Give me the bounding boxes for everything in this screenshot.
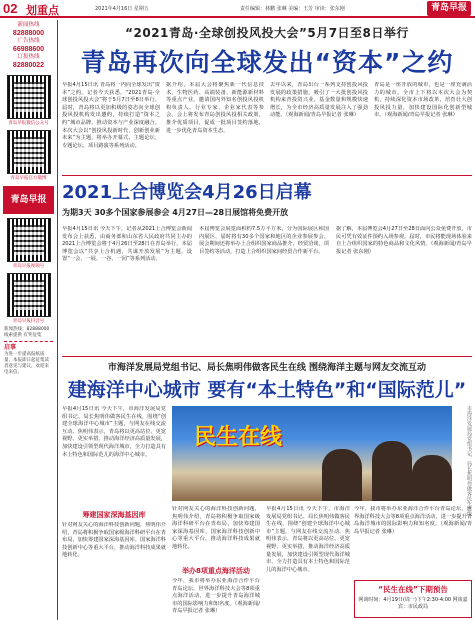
article-column: 针对网友关心的海洋科技创新问题，焦明伟介绍，青岛将积极争取国家级海洋科研平台在青布局，加快筹建国家深海基因库、国家海洋科技创新中心等重大平台，推动海洋科技成果就地转化。 (62, 522, 166, 559)
article-column: 今年，我市将举办东亚海洋合作平台青岛论坛、世界海洋科技大会等8项重点海洋活动，进一步提升青岛海洋城市的国际影响力和知名度。（观海新闻/青岛早报记者 张琳） (172, 578, 260, 615)
news-hotline (0, 20, 57, 72)
photo-sign-text: 民生在线 (194, 425, 283, 450)
notice-text: 为进一步提高报纸质量，本报即日起征集读者意见与建议，欢迎来电来信。 (4, 352, 49, 375)
article3-headline-block (62, 360, 472, 402)
ad-hotline-number: 66988600 (12, 46, 45, 53)
news-hotline-label: 新闻热线 (17, 22, 40, 28)
next-issue-info: 网谈时间：4月19日(周一)下午2:30-4:00 网谈嘉宾：市民政局 (358, 597, 468, 610)
lead-headline: 青岛再次向全球发出“资本”之约 (80, 48, 454, 77)
page-number: 02 (3, 1, 18, 16)
ad-hotline-label: 广告热线 (17, 38, 40, 44)
article2-deck: 为期3天 30多个国家参展参会 4月27日—28日展馆将免费开放 (62, 208, 289, 217)
notice-box (4, 341, 53, 379)
sub-hotline-number: 82880022 (12, 62, 45, 69)
article2-headline: 2021上合博览会4月26日启幕 (62, 182, 312, 203)
wechat-qr-code[interactable] (7, 75, 51, 119)
next-issue-box (354, 580, 472, 618)
weibo-qr-code[interactable] (7, 130, 51, 174)
article-column: 早报4月15日讯 今天下午，市海洋发展局党组书记、局长焦明伟做客民生在线，围绕“创建全球海洋中心城市”主题，与网友在线交流互动。焦明伟表示，青岛将以更高站位、更宽视野、更实举措，推动海洋经济高质量发展，加快建设引领型现代海洋城市，全力打造具有本土特色和国际范儿的海洋中心城市。 (62, 406, 166, 458)
lead-headline-block (62, 24, 472, 79)
news-photo (172, 406, 452, 501)
article2-headline-block (62, 178, 472, 218)
qr-caption: 青岛早报视频号 (12, 264, 45, 269)
page-header (0, 0, 475, 18)
subheading: 筹建国家深海基因库 (82, 511, 146, 519)
next-issue-title: “民生在线”下期预告 (378, 585, 448, 594)
person-figure (322, 449, 362, 501)
qr-caption: 青岛早报微信公众号 (8, 121, 49, 126)
video-qr-code[interactable] (7, 218, 51, 262)
news-hotline-number: 82888000 (12, 30, 45, 37)
issue-date: 2021年4月16日 星期五 (95, 6, 149, 12)
article-column: 早报4月15日讯 今天下午，记者从2021上合博览会新闻发布会上获悉，由商务部和山东省人民政府共同主办的2021上合博览会将于4月26日至28日在青岛举行，本届博览会以“共享上合机遇，共谋开放发展”为主题，设置“一会、一展、一谷、一园”等系列活动。 (62, 226, 192, 263)
article3-kicker: 市海洋发展局党组书记、局长焦明伟做客民生在线 围绕海洋主题与网友交流互动 (107, 363, 427, 373)
article-column: 去年以来，青岛出台一系列支持创投风投发展的政策措施，吸引了一大批创投风投机构来青投资兴业，基金数量和规模快速增长，为全市经济高质量发展注入了强劲动能。（观海新闻/青岛早报记者 张琳） (270, 82, 368, 119)
lead-kicker: “2021青岛·全球创投风投大会”5月7日至8日举行 (125, 26, 409, 40)
subheading: 举办8项重点海洋活动 (182, 567, 250, 575)
person-figure (412, 455, 452, 501)
article-column: 针对网友关心的海洋科技创新问题，焦明伟介绍，青岛将积极争取国家级海洋科研平台在青布局，加快筹建国家深海基因库、国家海洋科技创新中心等重大平台，推动海洋科技成果就地转化。 (172, 506, 260, 550)
section-divider (62, 175, 472, 176)
qr-caption: 青岛早报抖音号 (12, 319, 45, 324)
article-column: 今年，我市将举办东亚海洋合作平台青岛论坛、世界海洋科技大会等8项重点海洋活动，进一步提升青岛海洋城市的国际影响力和知名度。（观海新闻/青岛早报记者 张琳） (354, 506, 472, 535)
article-column: 本届博览会展览面积约7.5万平方米，分为国际展区和国内展区，届时将有30多个国家和地区的企业参展参会。展会期间还将举办上合组织国家商品推介、经贸洽谈、项目签约等活动，打造上合组织国家间经贸合作新平台。 (199, 226, 329, 255)
notice-title: 启事 (4, 344, 17, 351)
article-column: 据介绍，本届大会将聚焦新一代信息技术、生物医药、高端装备、新能源新材料等重点产业，邀请国内外知名创投风投机构负责人、行业专家、企业家代表等参会。会上将发布青岛创投风投相关政策，推介优质项目，促成一批项目签约落地，进一步优化青岛资本生态。 (166, 82, 264, 134)
hotline-note: 新闻热线：82888000 线索提供 有奖征集 (4, 327, 50, 338)
article3-headline: 建海洋中心城市 要有“本土特色”和“国际范儿” (67, 379, 467, 401)
main-content (62, 20, 472, 620)
photo-caption: 市海洋发展局党组书记、局长焦明伟做客民生在线 (466, 406, 472, 516)
sub-hotline-label: 订报热线 (17, 54, 40, 60)
person-figure (372, 441, 412, 501)
section-title: 划重点 (26, 4, 59, 17)
newspaper-logo: 青岛早报 (427, 1, 471, 16)
editor-credits: 责任编辑：林鹏 张琳 美编：王芳 审读：张东刚 (240, 6, 345, 12)
article-column: 据了解，本届博览会4月27日至28日面向公众免费开放，市民可凭有效证件预约入场参观。届时，市民将能现场体验来自上合组织国家的特色商品和文化风情。（观海新闻/青岛早报记者 张东刚） (336, 226, 472, 255)
douyin-qr-code[interactable] (7, 273, 51, 317)
promo-banner: 青岛早报 (3, 186, 54, 214)
qr-caption: 青岛早报官方微博 (10, 176, 47, 181)
sidebar (0, 20, 58, 620)
article-column: 早报4月15日讯 青岛将一内向全球发出“资本”之约。记者今天获悉，“2021青岛·全球创投风投大会”将于5月7日至8日举行。届时，青岛将以更加积极的姿态向全球创投风投机构发出邀约，持续打造“资本之约”城市品牌，推动资本与产业深度融合。本次大会以“创投风投新时代，创新创业新未来”为主题，将举办开幕式、主题论坛、专题论坛、项目路演等系列活动。 (62, 82, 160, 149)
article-column: 青岛是一座开放的城市，也是一座充满活力的城市。全市上下将以本次大会为契机，持续深化资本市场改革，培育壮大创投风投力量，加快建设国际化创新型城市。（观海新闻/青岛早报记者 张琳） (374, 82, 472, 119)
article-column: 早报4月15日讯 今天下午，市海洋发展局党组书记、局长焦明伟做客民生在线，围绕“创建全球海洋中心城市”主题，与网友在线交流互动。焦明伟表示，青岛将以更高站位、更宽视野、更实举措，推动海洋经济高质量发展，加快建设引领型现代海洋城市，全力打造具有本土特色和国际范儿的海洋中心城市。 (266, 506, 350, 573)
section-divider (62, 356, 472, 357)
